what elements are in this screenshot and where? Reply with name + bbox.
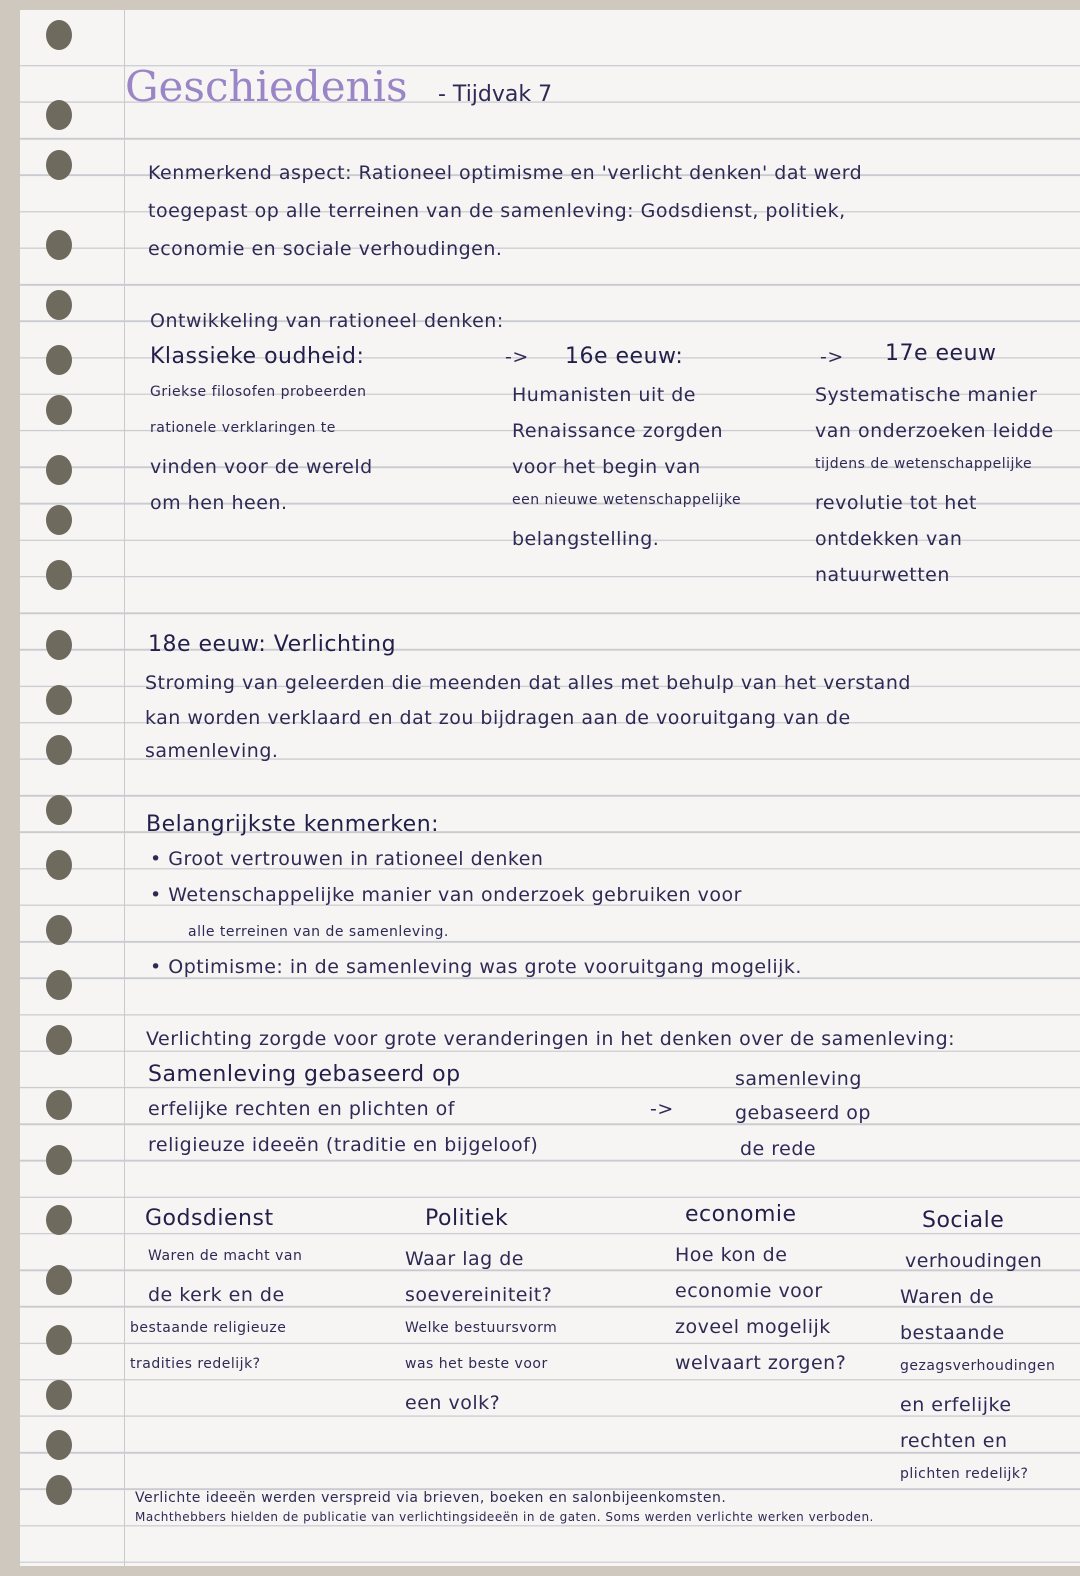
column-line: Hoe kon de <box>675 1244 788 1266</box>
bullet-item: • Optimisme: in de samenleving was grote vooruitgang mogelijk. <box>150 956 802 978</box>
intro-line: toegepast op alle terreinen van de samenleving: Godsdienst, politiek, <box>148 200 846 222</box>
binder-hole <box>46 795 72 825</box>
intro-line: economie en sociale verhoudingen. <box>148 238 503 260</box>
binder-hole <box>46 290 72 320</box>
verlichting-heading: 18e eeuw: Verlichting <box>148 632 397 657</box>
binder-hole <box>46 455 72 485</box>
binder-hole <box>46 1205 72 1235</box>
verlichting-line: samenleving. <box>145 740 279 762</box>
column-line: bestaande <box>900 1322 1005 1344</box>
verandering-heading: Verlichting zorgde voor grote veranderingen in het denken over de samenleving: <box>146 1028 956 1050</box>
footer-line: Machthebbers hielden de publicatie van verlichtingsideeën in de gaten. Soms werden verlichte werken verboden. <box>135 1510 874 1524</box>
bullet-item: • Groot vertrouwen in rationeel denken <box>150 848 544 870</box>
verandering-left: Samenleving gebaseerd op <box>148 1062 461 1087</box>
intro-line: Kenmerkend aspect: Rationeel optimisme en 'verlicht denken' dat werd <box>148 162 863 184</box>
kenmerken-heading: Belangrijkste kenmerken: <box>146 812 440 837</box>
verandering-right: gebaseerd op <box>735 1102 871 1124</box>
column-line: gezagsverhoudingen <box>900 1358 1056 1374</box>
dev-col3-line: ontdekken van <box>815 528 963 550</box>
binder-hole <box>46 230 72 260</box>
binder-hole <box>46 1090 72 1120</box>
bullet-text: Optimisme: in de samenleving was grote vooruitgang mogelijk. <box>168 956 802 978</box>
verandering-left: erfelijke rechten en plichten of <box>148 1098 455 1120</box>
column-line: Waren de macht van <box>148 1248 303 1264</box>
column-line: Waren de <box>900 1286 995 1308</box>
verandering-right: samenleving <box>735 1068 862 1090</box>
dev-col2-line: voor het begin van <box>512 456 701 478</box>
dev-col1-line: Griekse filosofen probeerden <box>150 384 367 400</box>
column-title: Godsdienst <box>145 1206 274 1231</box>
column-line: was het beste voor <box>405 1356 548 1372</box>
page-subtitle: - Tijdvak 7 <box>438 82 553 107</box>
binder-hole <box>46 1025 72 1055</box>
binder-hole <box>46 1145 72 1175</box>
bullet-continuation: alle terreinen van de samenleving. <box>188 924 449 940</box>
column-line: de kerk en de <box>148 1284 285 1306</box>
column-line: Waar lag de <box>405 1248 524 1270</box>
arrow: -> <box>505 346 529 368</box>
dev-col1-line: vinden voor de wereld <box>150 456 373 478</box>
dev-col3-line: van onderzoeken leidde <box>815 420 1054 442</box>
dev-col2-title: 16e eeuw: <box>565 344 684 369</box>
column-line: economie voor <box>675 1280 823 1302</box>
dev-col1-line: rationele verklaringen te <box>150 420 336 436</box>
column-line: een volk? <box>405 1392 501 1414</box>
binder-hole <box>46 100 72 130</box>
column-line: bestaande religieuze <box>130 1320 287 1336</box>
arrow: -> <box>650 1098 674 1120</box>
binder-hole <box>46 560 72 590</box>
binder-hole <box>46 345 72 375</box>
binder-hole <box>46 970 72 1000</box>
dev-heading: Ontwikkeling van rationeel denken: <box>150 310 504 332</box>
arrow: -> <box>820 346 844 368</box>
dev-col2-line: Renaissance zorgden <box>512 420 724 442</box>
binder-hole <box>46 1380 72 1410</box>
binder-hole <box>46 1265 72 1295</box>
binder-hole <box>46 735 72 765</box>
bullet-text: Groot vertrouwen in rationeel denken <box>168 848 544 870</box>
binder-hole <box>46 850 72 880</box>
verandering-right: de rede <box>740 1138 817 1160</box>
binder-hole <box>46 685 72 715</box>
dev-col2-line: Humanisten uit de <box>512 384 696 406</box>
verlichting-line: Stroming van geleerden die meenden dat alles met behulp van het verstand <box>145 672 911 694</box>
page-title: Geschiedenis <box>125 62 408 111</box>
bullet-text: Wetenschappelijke manier van onderzoek gebruiken voor <box>168 884 742 906</box>
bullet-item: • Wetenschappelijke manier van onderzoek gebruiken voor <box>150 884 742 906</box>
column-line: rechten en <box>900 1430 1008 1452</box>
column-line: zoveel mogelijk <box>675 1316 831 1338</box>
binder-hole <box>46 630 72 660</box>
column-line: welvaart zorgen? <box>675 1352 847 1374</box>
column-title: Politiek <box>425 1206 509 1231</box>
dev-col1-line: om hen heen. <box>150 492 288 514</box>
binder-hole <box>46 505 72 535</box>
dev-col2-line: belangstelling. <box>512 528 660 550</box>
binder-hole <box>46 150 72 180</box>
dev-col3-line: tijdens de wetenschappelijke <box>815 456 1033 472</box>
column-line: tradities redelijk? <box>130 1356 261 1372</box>
column-line: verhoudingen <box>905 1250 1043 1272</box>
verandering-left: religieuze ideeën (traditie en bijgeloof) <box>148 1134 539 1156</box>
dev-col3-line: natuurwetten <box>815 564 950 586</box>
verlichting-line: kan worden verklaard en dat zou bijdragen aan de vooruitgang van de <box>145 707 851 729</box>
footer-line: Verlichte ideeën werden verspreid via brieven, boeken en salonbijeenkomsten. <box>135 1490 727 1506</box>
binder-hole <box>46 1475 72 1505</box>
dev-col1-title: Klassieke oudheid: <box>150 344 365 369</box>
column-title: Sociale <box>922 1208 1005 1233</box>
column-line: plichten redelijk? <box>900 1466 1029 1482</box>
dev-col3-title: 17e eeuw <box>885 341 997 366</box>
binder-hole <box>46 395 72 425</box>
dev-col3-line: Systematische manier <box>815 384 1038 406</box>
binder-hole <box>46 20 72 50</box>
column-title: economie <box>685 1202 797 1227</box>
binder-hole <box>46 915 72 945</box>
binder-hole <box>46 1325 72 1355</box>
margin-line <box>124 10 125 1566</box>
binder-hole <box>46 1430 72 1460</box>
column-line: soevereiniteit? <box>405 1284 553 1306</box>
dev-col2-line: een nieuwe wetenschappelijke <box>512 492 742 508</box>
column-line: Welke bestuursvorm <box>405 1320 558 1336</box>
dev-col3-line: revolutie tot het <box>815 492 977 514</box>
column-line: en erfelijke <box>900 1394 1012 1416</box>
